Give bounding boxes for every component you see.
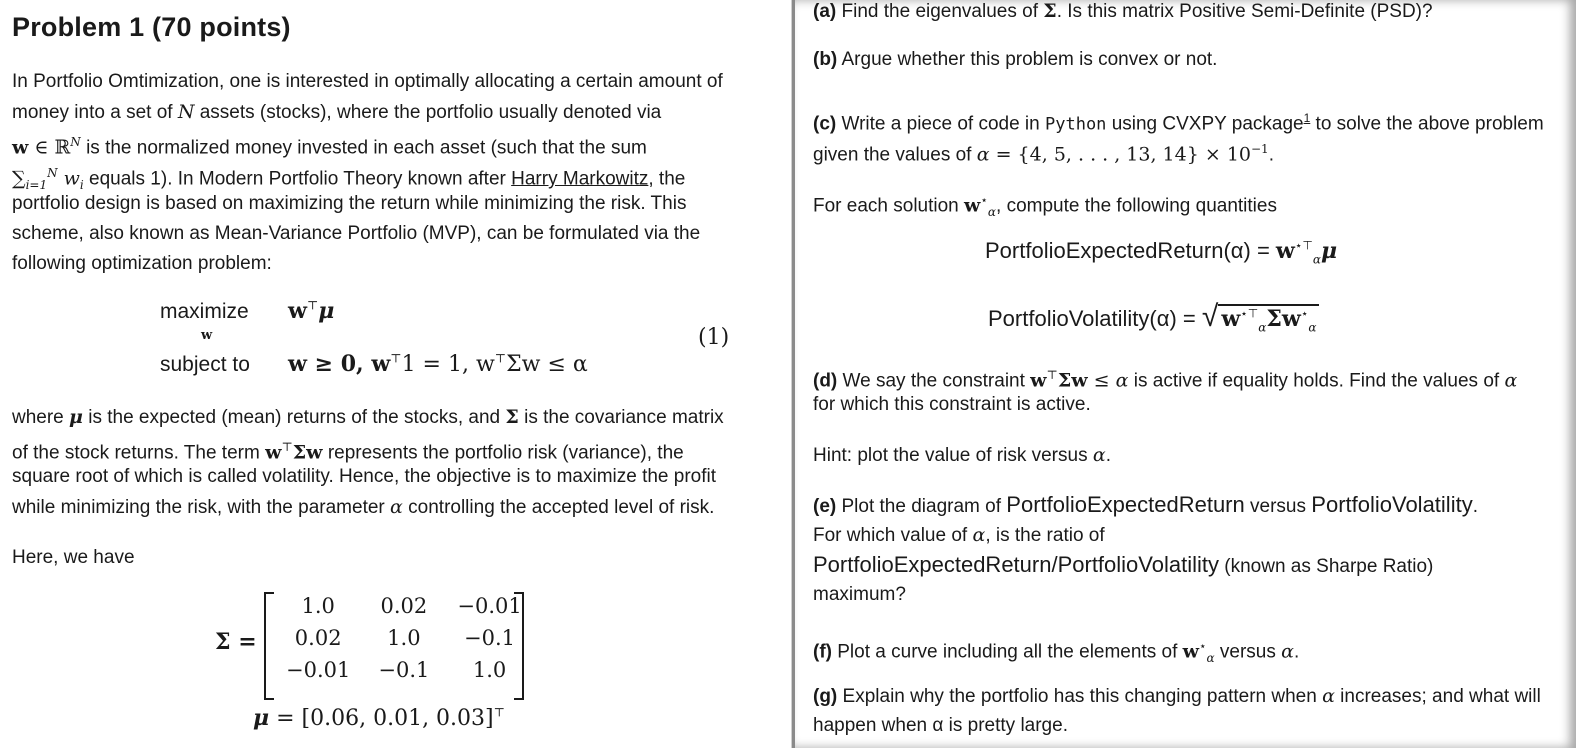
matrix-cell: −0.01 [457, 594, 522, 618]
matrix-row [272, 590, 536, 622]
matrix-cell: −0.1 [464, 626, 516, 650]
matrix-cell: 0.02 [380, 594, 428, 618]
hint: Hint: plot the value of risk versus α. [813, 444, 1111, 466]
matrix-cell: 1.0 [387, 626, 421, 650]
right-page [795, 0, 1576, 748]
problem-title: Problem 1 (70 points) [12, 12, 291, 42]
question-c-line-2: given the values of α = {4, 5, . . . , 13, $14\} \times 10^{-1}$. [813, 142, 1274, 166]
intro-line-3: w ∈ ℝ$^N$ is the normalized money invested in each asset (such that the sum [12, 135, 647, 159]
matrix-cell: −0.1 [378, 658, 430, 682]
sqrt-icon: √ [1201, 300, 1219, 333]
intro-line-1: In Portfolio Omtimization, one is interested in optimally allocating a certain amount of [12, 71, 723, 92]
question-a: (a) Find the eigenvalues of Σ. Is this matrix Positive Semi-Definite (PSD)? [813, 0, 1433, 22]
matrix-cell: 0.02 [294, 626, 342, 650]
question-g-line-1: (g) Explain why the portfolio has this changing pattern when α increases; and what will [813, 685, 1541, 707]
after-line-1: where μ is the expected (mean) returns of the stocks, and Σ is the covariance matrix [12, 406, 724, 428]
question-e-line-1: (e) Plot the diagram of PortfolioExpectedReturn versus PortfolioVolatility. [813, 492, 1478, 517]
matrix-cell: −0.01 [286, 658, 351, 682]
intro-line-2: money into a set of N assets (stocks), where the portfolio usually denoted via [12, 101, 662, 123]
question-e-line-3: PortfolioExpectedReturn/PortfolioVolatility (known as Sharpe Ratio) [813, 552, 1434, 577]
expected-return-formula: PortfolioExpectedReturn(α) = $w^{⋆⊤}_\alpha\mu$ [985, 238, 1338, 267]
subject-to-label: subject to [160, 353, 250, 376]
footnote-link[interactable]: 1 [1303, 111, 1311, 125]
equation-number: (1) [698, 325, 730, 350]
after-line-3: square root of which is called volatility. Hence, the objective is to maximize the profit [12, 466, 717, 487]
matrix-cell: 1.0 [472, 658, 507, 682]
question-c-line-1: (c) Write a piece of code in Python using CVXPY package$^1$ to solve the above problem [813, 111, 1544, 135]
intro-line-7: following optimization problem: [12, 253, 272, 274]
question-b: (b) Argue whether this problem is convex or not. [813, 49, 1218, 70]
intro-line-4: $\sum_{i=1}^N$ $w_i$ equals 1). In Modern Portfolio Theory known after Harry Markowitz, the [12, 166, 686, 193]
here-we-have: Here, we have [12, 547, 135, 568]
intro-line-5: portfolio design is based on maximizing the return while minimizing the risk. This [12, 193, 687, 214]
matrix-cell: 1.0 [301, 594, 335, 618]
mu-vector: μ = [0.06, 0.01, 0.03]⊤ [253, 705, 505, 731]
matrix-row [272, 654, 536, 686]
question-g-line-2: happen when α is pretty large. [813, 715, 1068, 736]
sigma-matrix [272, 590, 536, 686]
volatility-formula: PortfolioVolatility(α) = √ $w^{⋆⊤}_\alpha\Sigma w^⋆_\alpha$ [988, 300, 1319, 334]
question-d-line-2: for which this constraint is active. [813, 394, 1091, 415]
objective: w⊤μ [288, 298, 335, 324]
after-line-2: of the stock returns. The term w⊤Σw represents the portfolio risk (variance), the [12, 440, 684, 464]
question-e-line-2: For which value of α, is the ratio of [813, 524, 1105, 546]
for-each-solution: For each solution $w^⋆_\alpha$, compute the following quantities [813, 193, 1277, 220]
matrix-row [272, 622, 536, 654]
question-e-line-4: maximum? [813, 584, 906, 605]
maximize-variable: w [201, 328, 213, 343]
sigma-label: Σ = [215, 629, 257, 655]
intro-line-6: scheme, also known as Mean-Variance Portfolio (MVP), can be formulated via the [12, 223, 701, 244]
question-d-line-1: (d) We say the constraint w⊤Σw ≤ α is active if equality holds. Find the values of α [813, 368, 1518, 392]
after-line-4: while minimizing the risk, with the parameter α controlling the accepted level of risk. [12, 496, 715, 518]
markowitz-link[interactable]: Harry Markowitz [511, 168, 649, 190]
question-f: (f) Plot a curve including all the elements of $w^⋆_\alpha$ versus α. [813, 639, 1300, 666]
constraints: w ≥ 0, w⊤1 = 1, w⊤Σw ≤ α [288, 351, 588, 377]
maximize-label: maximize [160, 300, 249, 323]
